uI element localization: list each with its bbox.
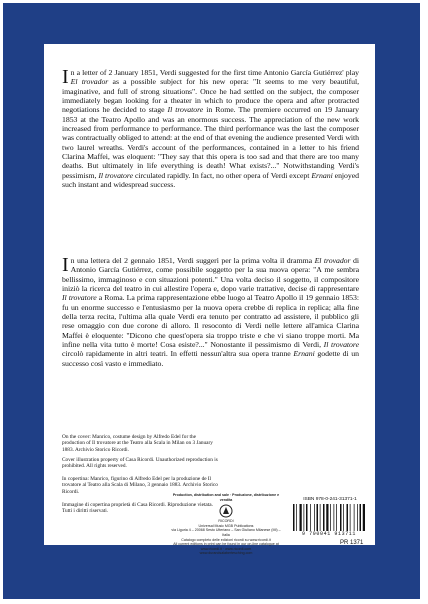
text-run: circulated rapidly. In fact, no other opera of Verdi except — [133, 170, 312, 180]
italic-title: Ernani — [311, 170, 333, 180]
text-run: a Roma. La prima rappresentazione ebbe luogo al Teatro Apollo il 19 gennaio 1853: fu un enorme successo e l'entusiasmo per la nuova opera crebbe di replica in replica; alla fine della terza recita, l'ultima alla quale Verdi era tenuto per contratto ad assistere, il pubblico gli rese omaggio con due corone di alloro. Il resoconto di Verdi nelle lettere all'amica Clarina Maffei è eloquente: "Dicono che quest'opera sia troppo triste e che vi siano troppe morti. Ma infine nella vita tutto è morte! Cosa esiste?..." Nonostante il pessimismo di Verdi, — [62, 293, 359, 350]
text-run: enjoyed such instant and widespread success. — [62, 170, 359, 190]
italian-paragraph-body — [62, 256, 359, 368]
barcode-bar — [323, 504, 325, 531]
italic-title: Ernani — [293, 349, 315, 359]
italic-title: Il trovatore — [323, 340, 359, 350]
text-run: n a letter of 2 January 1851, Verdi suggested for the first time Antonio García Gutiérrez' play — [70, 68, 359, 77]
text-run: di Antonio García Gutiérrez, come possibile soggetto per la sua nuova opera: "A me sembra bellissimo, immaginoso e con situazioni potenti." Una volta deciso il soggetto, il compositore iniziò la ricerca del teatro in cui allestire l'opera e, dopo varie trattative, decise di rappresentare — [62, 256, 360, 294]
barcode-bar — [310, 504, 311, 531]
isbn-label: ISBN 978-0-241-31371-1 — [303, 497, 357, 502]
barcode-bar — [360, 504, 362, 531]
publisher-title: Production, distribution and sale · Produzione, distribuzione e vendita — [172, 493, 280, 502]
cover-credit-en: On the cover: Manrico, costume design by Alfredo Edel for the production of Il trovatore at the Teatro alla Scala in Milan on 3 January 1883. Archivio Storico Ricordi. — [62, 434, 213, 453]
product-code: PR 1371 — [340, 540, 364, 546]
barcode-bar — [347, 504, 349, 531]
italic-title: Il trovatore — [167, 105, 204, 115]
italic-title: El trovador — [70, 77, 109, 87]
barcode-bar — [306, 504, 308, 531]
barcode-icon — [292, 504, 366, 531]
italian-paragraph — [62, 256, 359, 368]
illustration-rights-en: Cover illustration property of Casa Ricordi. Unauthorized reproduction is prohibited. All rights reserved. — [62, 457, 218, 470]
publisher-brand: RICORDI — [218, 519, 234, 524]
text-run: circolò rapidamente in altri teatri. In effetti nessun'altra sua opera tranne — [62, 349, 294, 359]
cover-credit-it: In copertina: Manrico, figurino di Alfredo Edel per la produzione de Il trovatore al Teatro alla Scala di Milano, 3 gennaio 1883. Archivio Storico Ricordi. — [62, 476, 218, 495]
barcode-bar — [326, 504, 328, 531]
publisher-block — [168, 493, 284, 556]
barcode-bar — [340, 504, 342, 531]
barcode-bar — [350, 504, 351, 531]
barcode-bar — [304, 504, 305, 531]
barcode-bar — [314, 504, 315, 531]
text-run: godette di un successo così vasto e immediato. — [62, 349, 359, 368]
dropcap-en: I — [62, 66, 69, 88]
barcode-bar — [357, 504, 358, 531]
publisher-line-4: All current editions in print can be found in our on-line catalogue at — [173, 542, 279, 547]
publisher-line-6: www.durandsalabertesching.com — [199, 551, 253, 556]
publisher-line-3: Catalogo completo delle edizioni ricordi su www.ricordi.it — [181, 537, 271, 542]
barcode-bar — [293, 504, 295, 531]
barcode-bar — [363, 504, 365, 531]
text-run: n una lettera del 2 gennaio 1851, Verdi suggerì per la prima volta il dramma — [70, 256, 315, 265]
text-run: in Rome. The premiere occurred on 19 January 1853 at the Teatro Apollo and was an enormous success. The appreciation of the new work increased from performance to performance. The third performance was the last the composer was contractually obliged to attend: at the end of that evening the audience presented Verdi with two laurel wreaths. Verdi's account of the performances, contained in a letter to his friend Clarina Maffei, was eloquent: "They say that this opera is too sad and that there are too many deaths. But ultimately in life everything is death! What exists?..." Notwithstanding Verdi's pessimism, — [62, 105, 359, 180]
italic-title: Il trovatore — [98, 170, 133, 180]
publisher-line-5: www.ricordi.it · www.ricordi.com — [200, 546, 252, 551]
barcode-bar — [330, 504, 331, 531]
publisher-line-1: Universal Music MGB Publications — [198, 523, 254, 528]
barcode-bar — [320, 504, 321, 531]
english-paragraph — [62, 68, 359, 189]
publisher-line-2: via Liguria 4 – 20068 Sesto Ulteriano – San Giuliano Milanese (MI) – Italia — [171, 528, 281, 537]
italic-title: Il trovatore — [62, 293, 97, 303]
ricordi-logo-icon — [219, 504, 233, 518]
barcode-number: 9 790041 913711 — [301, 531, 356, 537]
barcode-bar — [334, 504, 335, 531]
dropcap-it: I — [62, 254, 69, 276]
barcode-bar — [317, 504, 319, 531]
barcode-bar — [296, 504, 297, 531]
barcode-bar — [343, 504, 344, 531]
barcode-bar — [354, 504, 355, 531]
barcode-bar — [336, 504, 337, 531]
english-paragraph-body — [62, 68, 359, 189]
barcode-bar — [300, 504, 302, 531]
illustration-rights-it: Immagine di copertina proprietà di Casa Ricordi. Riproduzione vietata. Tutti i diritti riservati. — [62, 502, 213, 515]
italic-title: El trovador — [314, 256, 351, 265]
text-run: as a possible subject for his new opera: "It seems to me very beautiful, imaginative, and full of strong situations". Once he had settled on the subject, the composer immediately began looking for a theater in which to produce the opera and after protracted negotiations he decided to stage — [62, 77, 359, 115]
